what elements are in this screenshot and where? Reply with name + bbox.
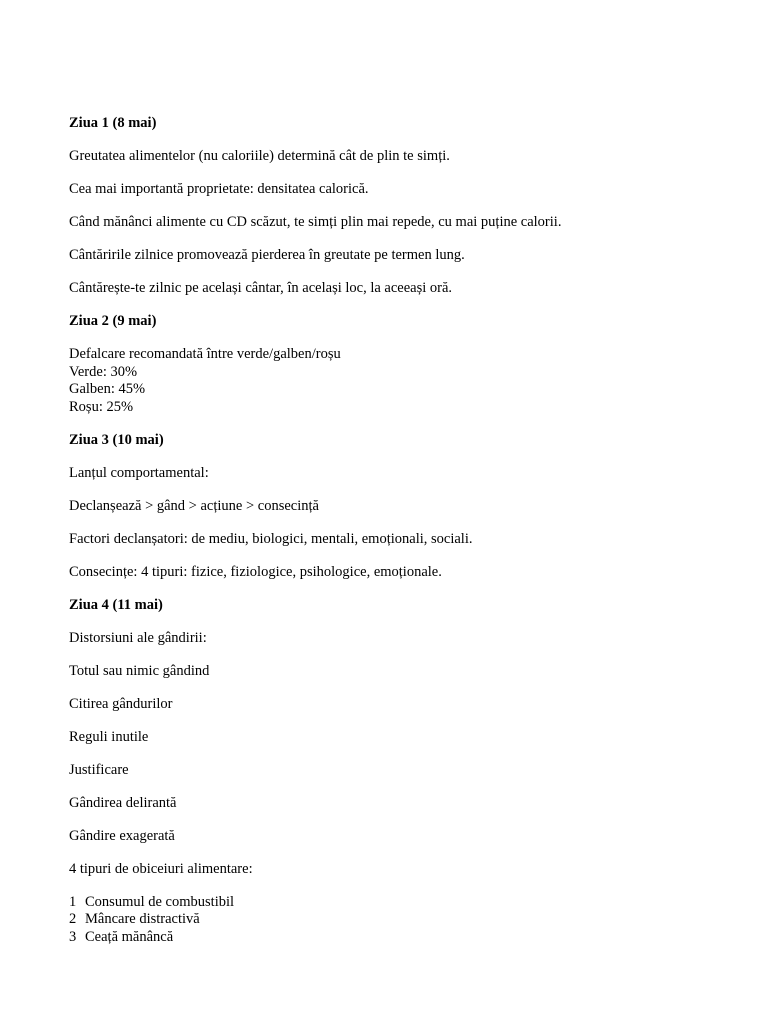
day1-paragraph-5: Cântărește-te zilnic pe același cântar, în același loc, la aceeași oră. xyxy=(69,280,453,296)
list-number: 3 xyxy=(69,928,77,945)
day4-paragraph-7: Gândire exagerată xyxy=(69,827,175,844)
day4-paragraph-3: Citirea gândurilor xyxy=(69,695,173,712)
day1-heading: Ziua 1 (8 mai) xyxy=(69,115,157,131)
day3-paragraph-1: Lanțul comportamental: xyxy=(69,464,209,481)
list-text: Consumul de combustibil xyxy=(85,893,235,910)
day4-paragraph-8: 4 tipuri de obiceiuri alimentare: xyxy=(69,860,253,877)
day1-paragraph-2: Cea mai importantă proprietate: densitatea calorică. xyxy=(69,181,369,197)
day1-paragraph-3: Când mănânci alimente cu CD scăzut, te simți plin mai repede, cu mai puține calorii. xyxy=(69,214,562,230)
day2-breakdown xyxy=(69,346,729,416)
day3-paragraph-2: Declanșează > gând > acțiune > consecință xyxy=(69,497,319,514)
day4-paragraph-2: Totul sau nimic gândind xyxy=(69,662,210,679)
day4-paragraph-1: Distorsiuni ale gândirii: xyxy=(69,629,207,646)
day3-paragraph-4: Consecințe: 4 tipuri: fizice, fiziologice, psihologice, emoționale. xyxy=(69,563,442,580)
day4-heading: Ziua 4 (11 mai) xyxy=(69,596,163,613)
list-text: Mâncare distractivă xyxy=(85,911,200,927)
list-text: Ceață mănâncă xyxy=(85,928,174,945)
day4-paragraph-6: Gândirea delirantă xyxy=(69,794,177,811)
list-item xyxy=(69,911,729,929)
list-item xyxy=(69,929,729,947)
day2-line-2: Verde: 30% xyxy=(69,363,138,380)
day2-heading: Ziua 2 (9 mai) xyxy=(69,313,157,329)
day3-paragraph-3: Factori declanșatori: de mediu, biologici, mentali, emoționali, sociali. xyxy=(69,530,473,547)
list-number: 1 xyxy=(69,893,77,910)
day1-paragraph-4: Cântăririle zilnice promovează pierderea în greutate pe termen lung. xyxy=(69,247,465,263)
day3-heading: Ziua 3 (10 mai) xyxy=(69,431,164,448)
day2-line-1: Defalcare recomandată între verde/galben/roșu xyxy=(69,346,341,362)
day4-paragraph-5: Justificare xyxy=(69,761,129,778)
day1-paragraph-1: Greutatea alimentelor (nu caloriile) determină cât de plin te simți. xyxy=(69,148,450,164)
eating-habits-list xyxy=(69,894,729,947)
day2-line-3: Galben: 45% xyxy=(69,381,146,397)
document-body xyxy=(69,115,729,962)
day4-paragraph-4: Reguli inutile xyxy=(69,728,149,745)
list-number: 2 xyxy=(69,911,77,927)
list-item xyxy=(69,894,729,912)
day2-line-4: Roșu: 25% xyxy=(69,398,134,415)
